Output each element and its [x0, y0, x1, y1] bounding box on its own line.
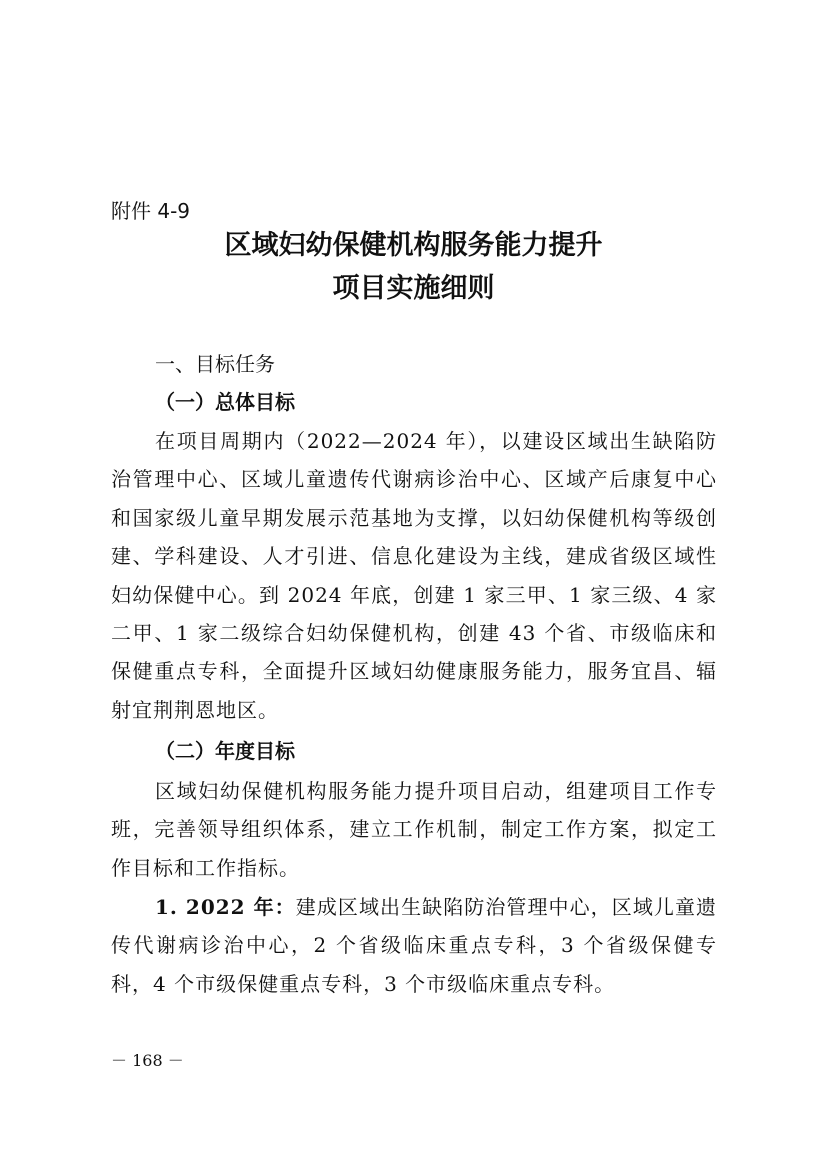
- document-title-line-1: 区域妇幼保健机构服务能力提升: [224, 230, 603, 261]
- year-2022-label: 1. 2022 年：: [155, 895, 296, 919]
- subsection-heading-overall: （一）总体目标: [155, 390, 295, 414]
- overall-goal-paragraph: 在项目周期内（2022—2024 年），以建设区域出生缺陷防治管理中心、区域儿童遗传代谢病诊治中心、区域产后康复中心和国家级儿童早期发展示范基地为支撑，以妇幼保健机构等级创建、学科建设、人才引进、信息化建设为主线，建成省级区域性妇幼保健中心。到 2024 年底，创建 1 家三甲、1 家三级、4 家二甲、1 家二级综合妇幼保健机构，创建 43 个省、市级临床和保健重点专科，全面提升区域妇幼健康服务能力，服务宜昌、辐射宜荆荆恩地区。: [111, 429, 717, 722]
- subsection-heading-annual: （二）年度目标: [155, 739, 295, 763]
- year-2022-text: 建成区域出生缺陷防治管理中心，区域儿童遗传代谢病诊治中心，2 个省级临床重点专科，3 个省级保健专科，4 个市级保健重点专科，3 个市级临床重点专科。: [111, 895, 718, 996]
- year-2022-paragraph: [111, 888, 717, 1003]
- annual-goal-paragraph: 区域妇幼保健机构服务能力提升项目启动，组建项目工作专班，完善领导组织体系，建立工作机制，制定工作方案，拟定工作目标和工作指标。: [111, 779, 717, 880]
- section-heading-goals: 一、目标任务: [155, 352, 275, 376]
- attachment-label: 附件 4-9: [111, 199, 191, 223]
- page-number: － 168 －: [111, 1051, 184, 1070]
- document-title-line-2: 项目实施细则: [332, 273, 495, 304]
